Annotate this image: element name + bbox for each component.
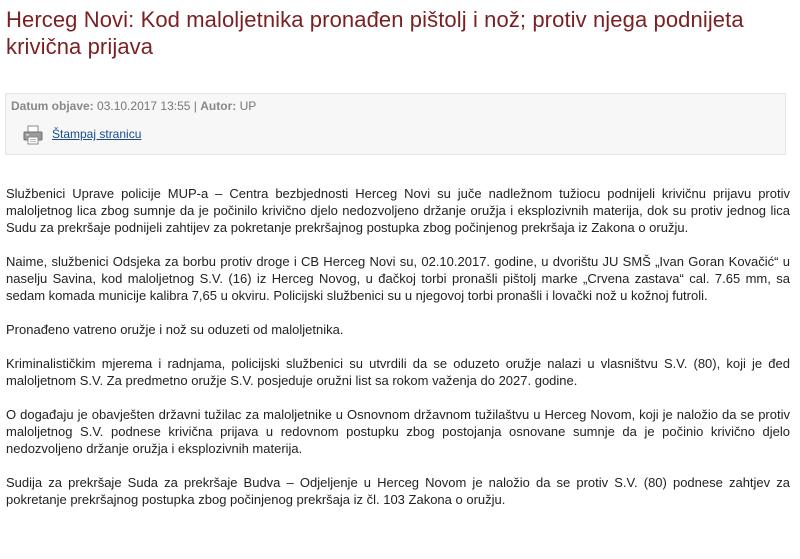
article-title: Herceg Novi: Kod maloljetnika pronađen pištolj i nož; protiv njega podnijeta krivična prijava [6,7,744,59]
article-body [6,185,790,525]
article-paragraph-1: Službenici Uprave policije MUP-a – Centra bezbjednosti Herceg Novi su juče nadležnom tužiocu podnijeli krivičnu prijavu protiv maloljetnog lica zbog sumnje da je počinilo krivično djelo nedozvoljeno držanje oružja i eksplozivnih materija, dok su protiv jednog lica Sudu za prekršaje podnijeli zahtijev za pokretanje prekršajnog postupka zbog počinjenog prekršaja iz Zakona o oružju. [6,186,790,235]
date-label: Datum objave: [11,99,94,113]
article-meta-box [5,93,786,155]
article-paragraph-6: Sudija za prekršaje Suda za prekršaje Budva – Odjeljenje u Herceg Novom je naložio da se protiv S.V. (80) podnese zahtjev za pokretanje prekršajnog postupka zbog počinjenog prekršaja iz čl. 103 Zakona o oružju. [6,475,790,507]
article-paragraph-4: Kriminalističkim mjerema i radnjama, policijski službenici su utvrdili da se oduzeto oružje nalazi u vlasništvu S.V. (80), koji je đed maloljetnom S.V. Za predmetno oružje S.V. posjeduje oružni list sa rokom važenja do 2027. godine. [6,356,790,388]
article-paragraph-2: Naime, službenici Odsjeka za borbu protiv droge i CB Herceg Novi su, 02.10.2017. godine, u dvorištu JU SMŠ „Ivan Goran Kovačić“ u naselju Savina, kod maloljetnog S.V. (16) iz Herceg Novog, u đačkoj torbi pronašli pištolj marke „Crvena zastava“ cal. 7.65 mm, sa sedam komada municije kalibra 7,65 u okviru. Policijski službenici su u njegovoj torbi pronašli i lovački nož u kožnoj futroli. [6,254,790,303]
article-paragraph-3: Pronađeno vatreno oružje i nož su oduzeti od maloljetnika. [6,322,344,337]
printer-icon[interactable] [22,124,44,146]
print-page-link[interactable]: Štampaj stranicu [52,127,142,141]
date-value: 03.10.2017 13:55 [97,99,191,113]
article-paragraph-5: O događaju je obavješten državni tužilac za maloljetnike u Osnovnom državnom tužilaštvu u Herceg Novom, koji je naložio da se protiv maloljetnog S.V. podnese krivična prijava u redovnom postupku zbog postojanja osnovane sumnje da je počinio krivično djelo nedozvoljeno držanje oružja i eksplozivnih materija. [6,407,790,456]
author-label: Autor: [200,99,237,113]
meta-separator: | [193,99,197,113]
author-value: UP [239,99,257,113]
article-meta-line [11,99,256,114]
